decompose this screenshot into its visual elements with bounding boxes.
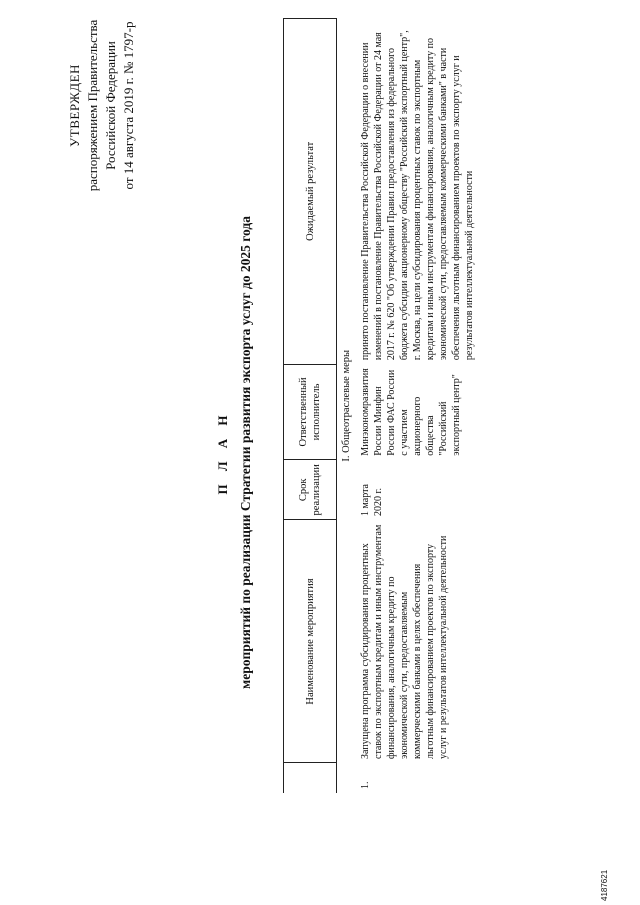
- row-name: Запущена программа субсидирования процентных ставок по экспортным кредитам и иным инструментам финансирования, аналогичным кредиту по экономической сути, предоставляемым коммерческими банками в целях обеспечения льготным финансированием проектов по экспорту услуг и результатов интеллектуальной деятельности: [360, 524, 449, 759]
- section-row: [337, 19, 357, 794]
- approval-title: УТВЕРЖДЕН: [67, 64, 82, 147]
- approval-stamp: [66, 0, 138, 213]
- section-title: I. Общеотраслевые меры: [341, 349, 352, 462]
- header-name: Наименование мероприятия: [284, 520, 337, 763]
- header-executor: Ответственный исполнитель: [284, 364, 337, 460]
- approval-line-3: Российской Федерации: [103, 41, 118, 170]
- table-header-row: [284, 19, 337, 794]
- row-executor: Минэкономразвития России Минфин России ФАС России с участием акционерного общества "Российский экспортный центр": [360, 368, 462, 456]
- row-term: 1 марта 2020 г.: [360, 484, 384, 516]
- row-number: 1.: [360, 781, 371, 789]
- document-subtitle: мероприятий по реализации Стратегии развития экспорта услуг до 2025 года: [238, 216, 253, 689]
- approval-line-4: от 14 августа 2019 г. № 1797-р: [121, 21, 136, 190]
- header-number: [284, 763, 337, 793]
- document-title: П Л А Н: [215, 410, 230, 495]
- header-term: Срок реализации: [284, 460, 337, 520]
- approval-line-2: распоряжением Правительства: [85, 19, 100, 192]
- table-row: [356, 19, 479, 794]
- row-result: принято постановление Правительства Российской Федерации о внесении изменений в постановление Правительства Российской Федерации от 24 мая 2017 г. № 620 "Об утверждении Правил предоставления из федерального бюджета субсидии акционерному обществу "Российский экспортный центр", г. Москва, на цели субсидирования процентных ставок по экспортным кредитам и иным инструментам финансирования, аналогичным кредиту по экономической сути, предоставляемым коммерческими банками" в части обеспечения льготным финансированием проектов по экспорту услуг и результатов интеллектуальной деятельности: [360, 30, 475, 361]
- header-result: Ожидаемый результат: [284, 19, 337, 365]
- plan-table: [283, 18, 479, 793]
- document-code: 4187621: [600, 869, 609, 901]
